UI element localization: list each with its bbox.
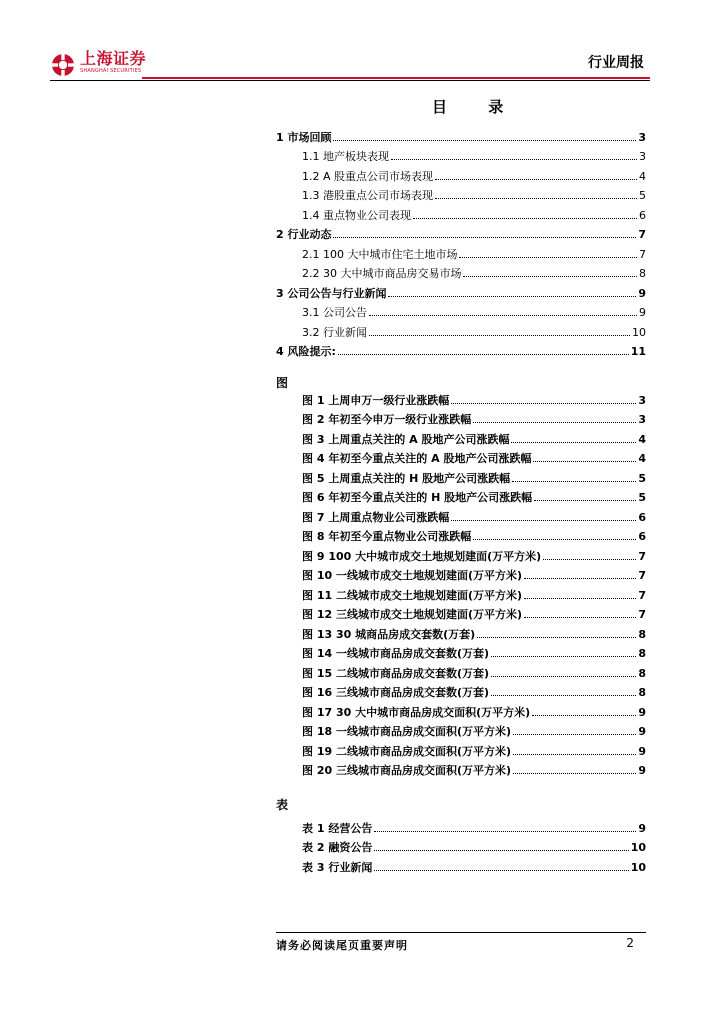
figure-entry-page: 6	[638, 530, 646, 543]
toc-entry[interactable]	[276, 222, 646, 242]
tables-list	[276, 815, 646, 874]
figure-entry-label: 图 9 100 大中城市成交土地规划建面(万平方米)	[302, 549, 542, 563]
toc-entry-page: 6	[639, 208, 646, 222]
dot-leader	[391, 159, 637, 160]
figure-entry[interactable]	[276, 387, 646, 407]
toc-entry-page: 7	[639, 247, 646, 261]
dot-leader	[512, 481, 636, 482]
toc-entry-label: 1.2 A 股重点公司市场表现	[302, 169, 434, 183]
figure-entry[interactable]	[276, 465, 646, 485]
dot-leader	[333, 140, 636, 141]
figure-entry-page: 3	[638, 393, 646, 407]
toc-entry-page: 9	[639, 306, 646, 319]
toc-entry-page: 5	[639, 189, 646, 202]
figure-entry-page: 5	[638, 471, 646, 485]
table-entry[interactable]	[276, 815, 646, 835]
dot-leader	[524, 578, 636, 579]
figure-entry[interactable]	[276, 641, 646, 661]
figure-entry[interactable]	[276, 407, 646, 427]
page-header	[50, 50, 650, 80]
figure-entry-page: 8	[638, 686, 646, 699]
figure-entry-label: 图 10 一线城市成交土地规划建面(万平方米)	[302, 569, 523, 582]
figure-entry[interactable]	[276, 524, 646, 544]
figures-list	[276, 387, 646, 777]
table-entry-label: 表 1 经营公告	[302, 821, 373, 835]
figure-entry-label: 图 2 年初至今申万一级行业涨跌幅	[302, 413, 472, 426]
figure-entry-label: 图 3 上周重点关注的 A 股地产公司涨跌幅	[302, 432, 510, 446]
dot-leader	[513, 773, 636, 774]
figure-entry[interactable]	[276, 563, 646, 583]
figure-entry-label: 图 17 30 大中城市商品房成交面积(万平方米)	[302, 705, 531, 719]
dot-leader	[491, 695, 636, 696]
tables-heading: 表	[276, 798, 289, 812]
figure-entry-page: 8	[638, 666, 646, 680]
figure-entry-page: 9	[638, 705, 646, 719]
figure-entry-label: 图 7 上周重点物业公司涨跌幅	[302, 510, 450, 524]
figure-entry[interactable]	[276, 426, 646, 446]
figure-entry-label: 图 6 年初至今重点关注的 H 股地产公司涨跌幅	[302, 491, 533, 504]
company-logo	[50, 50, 146, 80]
dot-leader	[491, 656, 636, 657]
dot-leader	[459, 257, 637, 258]
toc-entry[interactable]	[276, 280, 646, 300]
dot-leader	[413, 218, 637, 219]
dot-leader	[513, 754, 636, 755]
figure-entry-label: 图 18 一线城市商品房成交面积(万平方米)	[302, 725, 512, 738]
figure-entry-label: 图 14 一线城市商品房成交套数(万套)	[302, 647, 490, 660]
dot-leader	[477, 637, 636, 638]
figure-entry-page: 7	[638, 588, 646, 602]
toc-entry-page: 9	[638, 286, 646, 300]
dot-leader	[513, 734, 636, 735]
dot-leader	[451, 403, 636, 404]
dot-leader	[534, 500, 636, 501]
figure-entry-page: 8	[638, 627, 646, 641]
figure-entry-label: 图 8 年初至今重点物业公司涨跌幅	[302, 530, 472, 543]
toc-entry[interactable]	[276, 124, 646, 144]
figure-entry-page: 7	[638, 549, 646, 563]
toc-entry[interactable]	[276, 183, 646, 203]
figure-entry[interactable]	[276, 621, 646, 641]
figure-entry-page: 5	[638, 491, 646, 504]
toc-entry-label: 3.2 行业新闻	[302, 325, 367, 339]
figure-entry[interactable]	[276, 660, 646, 680]
dot-leader	[369, 335, 630, 336]
toc-entry-page: 7	[638, 228, 646, 241]
dot-leader	[374, 850, 628, 851]
figure-entry[interactable]	[276, 719, 646, 739]
toc-entry[interactable]	[276, 241, 646, 261]
toc-entry-page: 4	[639, 169, 646, 183]
figure-entry[interactable]	[276, 543, 646, 563]
dot-leader	[491, 676, 636, 677]
toc-entry[interactable]	[276, 300, 646, 320]
toc-entry-label: 1.4 重点物业公司表现	[302, 208, 411, 222]
figure-entry-page: 9	[638, 744, 646, 758]
toc-entry-label: 2 行业动态	[276, 228, 332, 241]
figure-entry[interactable]	[276, 485, 646, 505]
dot-leader	[524, 617, 636, 618]
dot-leader	[532, 715, 636, 716]
toc-entry-page: 10	[632, 325, 646, 339]
figure-entry-label: 图 12 三线城市成交土地规划建面(万平方米)	[302, 608, 523, 621]
figure-entry-label: 图 19 二线城市商品房成交面积(万平方米)	[302, 744, 512, 758]
figure-entry-page: 9	[638, 764, 646, 777]
dot-leader	[533, 461, 636, 462]
page-number: 2	[626, 936, 634, 950]
figure-entry-page: 9	[638, 725, 646, 738]
figure-entry[interactable]	[276, 602, 646, 622]
toc-entry-label: 3.1 公司公告	[302, 306, 367, 319]
toc-entry-label: 1 市场回顾	[276, 130, 332, 144]
dot-leader	[369, 315, 637, 316]
toc-entry-label: 2.1 100 大中城市住宅土地市场	[302, 247, 458, 261]
toc-entry[interactable]	[276, 163, 646, 183]
contents-list	[276, 124, 646, 358]
figure-entry[interactable]	[276, 738, 646, 758]
figure-entry-page: 7	[638, 569, 646, 582]
table-entry-page: 10	[630, 841, 646, 854]
figure-entry-page: 4	[638, 432, 646, 446]
toc-entry-label: 3 公司公告与行业新闻	[276, 286, 387, 300]
toc-entry-label: 2.2 30 大中城市商品房交易市场	[302, 267, 462, 280]
table-entry-label: 表 3 行业新闻	[302, 860, 373, 874]
toc-entry-label: 1.1 地产板块表现	[302, 150, 389, 163]
figures-heading: 图	[276, 376, 289, 390]
dot-leader	[374, 831, 636, 832]
table-entry[interactable]	[276, 854, 646, 874]
dot-leader	[511, 442, 636, 443]
toc-entry-label: 4 风险提示:	[276, 345, 336, 358]
dot-leader	[435, 198, 637, 199]
dot-leader	[374, 870, 628, 871]
dot-leader	[435, 179, 637, 180]
toc-entry-page: 3	[639, 150, 646, 163]
toc-entry-page: 3	[638, 130, 646, 144]
report-type-label: 行业周报	[588, 55, 644, 71]
figure-entry[interactable]	[276, 582, 646, 602]
header-black-rule	[50, 80, 650, 81]
figure-entry-label: 图 13 30 城商品房成交套数(万套)	[302, 627, 476, 641]
dot-leader	[473, 422, 636, 423]
table-entry-label: 表 2 融资公告	[302, 841, 373, 854]
logo-english-name: SHANGHAI SECURITIES	[80, 68, 142, 74]
logo-chinese-name: 上海证券	[80, 49, 147, 68]
toc-entry[interactable]	[276, 261, 646, 281]
figure-entry-label: 图 15 二线城市商品房成交套数(万套)	[302, 666, 490, 680]
toc-entry-label: 1.3 港股重点公司市场表现	[302, 189, 433, 202]
figure-entry-page: 8	[638, 647, 646, 660]
toc-entry[interactable]	[276, 319, 646, 339]
dot-leader	[451, 520, 636, 521]
footer-rule	[276, 932, 646, 933]
dot-leader	[463, 276, 637, 277]
figure-entry-page: 7	[638, 608, 646, 621]
dot-leader	[333, 237, 636, 238]
figure-entry-label: 图 1 上周申万一级行业涨跌幅	[302, 393, 450, 407]
toc-entry[interactable]	[276, 144, 646, 164]
dot-leader	[388, 296, 636, 297]
figure-entry-page: 6	[638, 510, 646, 524]
figure-entry[interactable]	[276, 446, 646, 466]
dot-leader	[543, 559, 636, 560]
toc-title: 目 录	[432, 98, 522, 116]
shanghai-securities-logo-icon	[50, 52, 76, 78]
table-entry[interactable]	[276, 835, 646, 855]
figure-entry-label: 图 4 年初至今重点关注的 A 股地产公司涨跌幅	[302, 452, 532, 465]
figure-entry-page: 3	[638, 413, 646, 426]
figure-entry[interactable]	[276, 504, 646, 524]
page-footer	[276, 932, 646, 952]
dot-leader	[524, 598, 636, 599]
figure-entry-label: 图 16 三线城市商品房成交套数(万套)	[302, 686, 490, 699]
table-entry-page: 10	[630, 860, 646, 874]
figure-entry[interactable]	[276, 699, 646, 719]
figure-entry-label: 图 11 二线城市成交土地规划建面(万平方米)	[302, 588, 523, 602]
figure-entry-label: 图 5 上周重点关注的 H 股地产公司涨跌幅	[302, 471, 511, 485]
figure-entry-label: 图 20 三线城市商品房成交面积(万平方米)	[302, 764, 512, 777]
figure-entry[interactable]	[276, 758, 646, 778]
dot-leader	[473, 539, 636, 540]
figure-entry-page: 4	[638, 452, 646, 465]
toc-entry-page: 8	[639, 267, 646, 280]
toc-entry[interactable]	[276, 202, 646, 222]
table-entry-page: 9	[638, 821, 646, 835]
dot-leader	[338, 354, 629, 355]
footer-disclaimer: 请务必阅读尾页重要声明	[276, 939, 408, 952]
toc-entry[interactable]	[276, 339, 646, 359]
toc-entry-page: 11	[630, 345, 646, 358]
header-red-rule	[142, 77, 650, 79]
figure-entry[interactable]	[276, 680, 646, 700]
